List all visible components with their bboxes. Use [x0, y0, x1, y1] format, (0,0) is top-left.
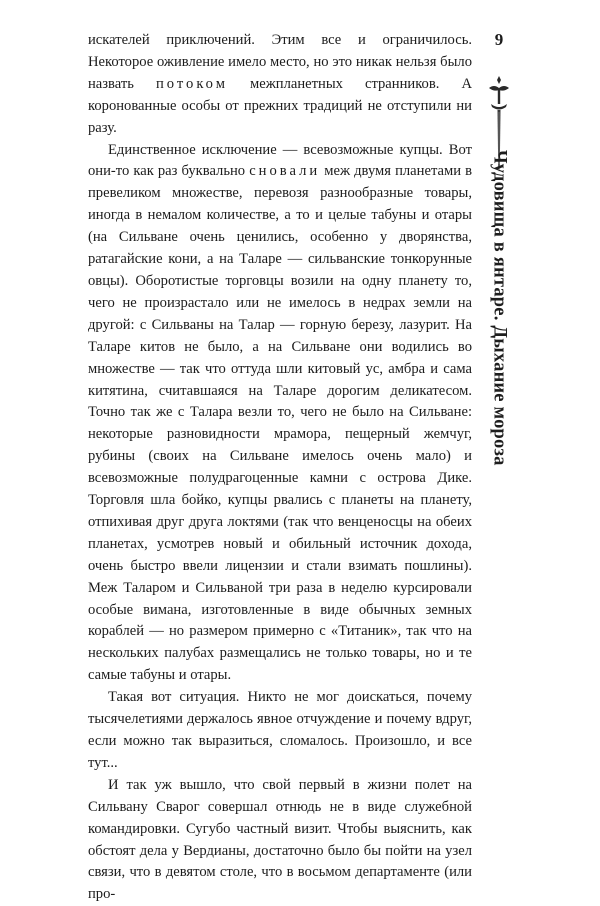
paragraph-2 — [88, 140, 472, 688]
body-text — [88, 30, 472, 906]
paragraph-1-start: искателей приключений. Этим все и ограничилось. Некоторое оживление имело место, но это никак нельзя было назвать — [88, 32, 472, 92]
spaced-word-snovali: сновали — [249, 163, 321, 180]
paragraph-2-start: Единственное исключение — всевозможные купцы. Вот они-то как раз буквально — [88, 141, 472, 180]
running-head — [482, 30, 516, 590]
paragraph-1-end: межпланетных странников. А коронованные особы от прежних традиций не отступили ни разу. — [88, 75, 472, 136]
paragraph-2-end: меж двумя планетами в превеликом множестве, перевозя разнообразные товары, иногда в немалом количестве, а то и целые табуны и отары (на Сильване очень ценились, особенно у дворянства, ратагайские кони, а на Таларе — сильванские тонкорунные овцы). Оборотистые торговцы возили на одну планету то, чего не произрастало или не имелось в недрах земли на другой: с Сильваны на Талар — горную березу, лазурит. На Таларе китов не было, а на Сильване они водились во множестве — так что оттуда шли китовый ус, амбра и сама китятина, считавшаяся на Таларе дорогим деликатесом. Точно так же с Талара везли то, чего не было на Сильване: некоторые разновидности мрамора, пещерный жемчуг, рубины (своих на Сильване имелось очень мало) и всевозможные полудрагоценные камни с острова Дике. Торговля шла бойко, купцы рвались с планеты на планету, отпихивая друг друга локтями (так что венценосцы на обеих планетах, усмотрев новый и обильный источник дохода, очень быстро ввели лицензии и стали взимать пошлины). Меж Таларом и Сильваной три раза в неделю курсировали особые вимана, изготовленные в виде обычных земных кораблей — но размером примерно с «Титаник», так что на нескольких палубах размещались не только товары, но и те самые табуны и отары. — [88, 163, 472, 684]
paragraph-4: И так уж вышло, что свой первый в жизни полет на Сильвану Сварог совершал отнюдь не в виде служебной командировки. Сугубо частный визит. Чтобы выяснить, как обстоят дела у Вердианы, достаточно было бы пойти на узел связи, что в девятом столе, что в восьмом департаменте (или про- — [88, 776, 472, 903]
spaced-word-potokom: потоком — [155, 75, 228, 92]
book-title: Чудовища в янтаре. Дыхание мороза — [489, 150, 510, 466]
paragraph-1 — [88, 30, 472, 140]
page-number: 9 — [494, 30, 504, 49]
paragraph-3: Такая вот ситуация. Никто не мог доискаться, почему тысячелетиями держалось явное отчуждение и почему вдруг, если можно так выразиться, сломалось. Произошло, и все тут... — [88, 689, 472, 771]
